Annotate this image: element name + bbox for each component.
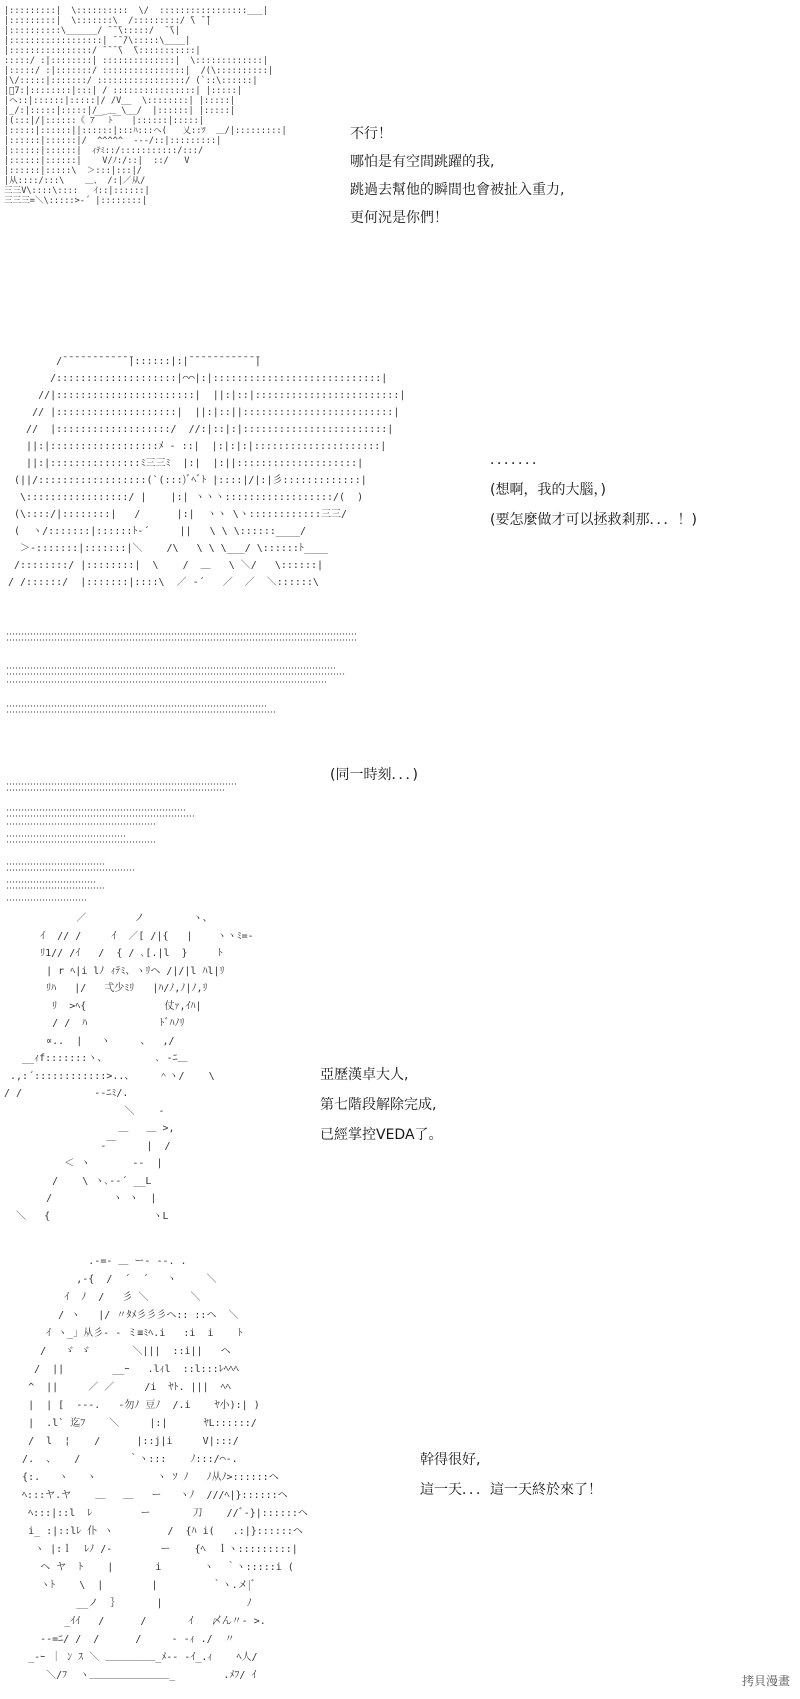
dot-line — [6, 633, 356, 635]
dot-line — [6, 705, 266, 707]
panel-1 — [0, 0, 800, 320]
dialog-line: 哪怕是有空間跳躍的我, — [350, 154, 495, 170]
dialog-block-4 — [320, 1060, 443, 1150]
dot-line — [6, 899, 86, 901]
dot-line — [6, 789, 226, 791]
ascii-art-character-2: /̄ ̄ ̄ ̄ ̄ ̄ ̄ ̄ ̄ ̄ ̄ ̄|::::::|:|̄ ̄ ̄ ̄ ̄ ̄ ̄ ̄ ̄ ̄ ̄ ̄| /::::::::::::::::::::|⌒⌒|:|::::::::::::::::::::::::::::| //|:::::::::::::::::::::::| ||:|::|::::::::::::::::::::::::| // |::::::::::::::::::::| ||:|::||:::::::::::::::::::::::::| // |:::::::::::::::::::/ //:|::|:|::::::::::::::::::::::::| ||:|::::::::::::::::::ﾒ ‐ ::| |:|:|:|:::::::::::::::::::::| ||:|:::::::::::::::ﾐ三三ﾐ |:| |:||::::::::::::::::::::| (||/::::::::::::::::::(`(:::)ﾞﾍﾞﾄ |::::|/|:|彡:::::::::::::| \:::::::::::::::::/ | |:| ヽヽヽ::::::::::::::::::/( ) (\::::/|::::::::| / |:| ヽヽ \ヽ::::::::::::三三/ ( ヽ/:::::::|::::::ﾄ-´ || \ \ \::::::____/ ＞‐:::::::|:::::::|＼ /\ \ \ \___/ \::::::ﾄ____ /::::::::/ |::::::::| \ / ＿ \ ＼/ \::::::| / /::::::/ |:::::::|::::\ ／ ‐´ ／ ／ ＼::::::\ — [8, 356, 406, 588]
watermark: 拷貝漫畫 — [741, 1674, 790, 1688]
dialog-line: (要怎麼做才可以拯救剎那．．．！) — [490, 512, 697, 528]
caption-same-time — [330, 761, 418, 789]
dialog-line: 幹得很好, — [420, 1452, 481, 1468]
dot-line — [6, 835, 126, 837]
dialog-line: 第七階段解除完成, — [320, 1097, 437, 1113]
panel-4 — [0, 910, 800, 1240]
dialog-block-1 — [350, 120, 564, 232]
dialog-line: 這一天．．．這一天終於來了！ — [420, 1482, 602, 1498]
dialog-line: 亞歷漢卓大人, — [320, 1067, 409, 1083]
dialog-line: 更何況是你們！ — [350, 210, 448, 226]
dialog-line: 已經掌控VEDA了。 — [320, 1127, 443, 1143]
dot-line — [6, 783, 236, 785]
dialog-block-2 — [490, 445, 697, 535]
dot-line — [6, 639, 356, 641]
dialog-line: 跳過去幫他的瞬間也會被扯入重力, — [350, 182, 565, 198]
dot-line — [6, 815, 196, 817]
dot-line — [6, 809, 186, 811]
dialog-block-5 — [420, 1445, 602, 1505]
ascii-art-character-5: .-=‐ ＿ ー‐ --. . ,-{ / ´ ´ ヽ ＼ ｲ ﾉ / 彡 ＼ ＼ / ヽ |/ 〃ﾀﾒ彡彡彡ヘ:: ::ヘ ＼ ｲ ヽ_」从彡‐ ‐ ミ≡ﾐﾍ.i :i i ﾄ / ゞ ゞ ＼||| ::i|| ヘ / || __ｰ .lｨl ::l:::ﾚﾍﾍﾍ ^ || ／ ／ /i ﾔﾄ. ||| ﾍﾍ | | [ ‐--. -勿ﾉ 豆ﾉ /.i ﾔ小):| ) | .l` 迄ﾌ ＼ |:| ﾔL::::::/ / l ¦ / |::j|i V|:::/ /. 、 / ｀ヽ::: ﾉ:::/⌒‐. {:. ヽ ヽ ヽ ｿ ﾉ ﾉ从ﾉ>::::::ヘ ﾍ:::ヤ.ヤ ＿ ＿ ー ヽﾉ ///ﾍ|}::::::ヘ ﾍ:::|::l ﾚ ー 刀 //ﾞ-}|::::::ヘ i_ :|::lﾚ 仆 ヽ / {ﾊ i( .:|}::::::ヘ ヽ |:ｌ ﾚﾉ /- ー {ﾍ ｌヽ:::::::::| ヘ ヤ ﾄ | i ヽ ｀ヽ:::::i ( ヽﾄ \ | | ｀ヽ.メ|ﾞ __ノ ｝ | ﾉ _ｲｲ / / ｲ 〆ん〃‐ >. --=ﾆ/ / / / ‐ -ｨ ./ 〃 _-ｰ ｜ ﾝ ｽ ＼ ＿＿＿＿＿_ﾒ-‐ ‐ｲ_.ｨ ﾍ人/ ＼/ﾌ ヽ＿＿＿＿＿＿＿＿_ .ﾒﾌ/ ｲ — [22, 1256, 308, 1681]
dot-line — [6, 863, 106, 865]
ascii-art-character-4: ／ ノ ヽ、 ｲ // / ｲ ／[ /|{ | ヽヽﾐ=- ﾘ1// /ｲ / { / ､[.|l } ﾄ | r ﾍ|i lﾉ ｨﾃﾐ、ヽﾘヘ /|/|l ﾊl|ﾘ ﾘﾊ |/ 弌少ﾐﾘ |ﾊ/ﾉ,ﾉ|ﾉ,ﾘ ﾘ >ﾍ{ 仗ｧ,ｲﾊ| / / ﾊ ﾄﾞﾊﾉﾘ ∝.. | ヽ 、 ,/ __ｨf:::::::ヽ、 ､ -ﾆ＿ .,:´::::::::::::>..、 ＾ヽ/ \ / / ‐-ﾆﾐ/. ＼ ‐ ＿ ＿ >, ‐￣ | / ＜ ヽ ‐- | / \ ヽ､-‐´ __L / ヽ ヽ | ＼ { ヽL — [4, 913, 254, 1222]
dialog-line: 不行！ — [350, 126, 392, 142]
dot-line — [6, 887, 106, 889]
panel-3 — [0, 625, 800, 915]
panel-2 — [0, 345, 800, 615]
ascii-art-character-1: |:::::::::| \:::::::::: \/ :::::::::::::::::___| |:::::::::| \:::::::\ /:::::::::/ ̄\ ̄ ̄| |::::::::::\______/ ̄ ̄ ̄\:::::/ ̄ ̄\| |::::::::::::::::::| ̄ ̄ ̄/\:::::\____| |::::::::::::::::/ ̄ ̄ ̄ ̄\ ̄\:::::::::::| :::::/ :|::::::::| ::::::::::::::| \:::::::::::::| |:::::/ :|:::::::/ ::::::::::::::::| /(\::::::::::| |\/:::::|:::::::/ :::::::::::::::::/ (`::\::::::| |ﾞ7:|::::::::|:::| / ::::::::::::::::| |:::::| |ヘ::|::::::|:::::|/ /V__ \::::::::| |:::::| |_/:|:::::|:::::|/ _＿ \__/ |::::::| |:::::| |(:::|/|::::::《 ｱ￣ ﾄ￣ |::::::|:::::| |:::::|::::::||::::::|:::ﾊ:::ヘ( 乂::ﾂ ＿/|:::::::::| |::::::|::::::|/ ^^^^^ ---/::|:::::::::| |::::::|::::::| ｨﾃﾐ::/:::::::::::/:::/ |::::::|::::::| V/ﾉ:/::| ::/ V |::::::|:::::\ ＞:::|:::|/ |从::::/:::\ ＿、 /:|／从/ 三三V\::::\:::: ｲ::|::::::| 三三三=＼\:::::>-´ |::::::::| — [4, 6, 287, 206]
panel-5 — [0, 1245, 800, 1695]
dot-line — [6, 681, 326, 683]
dot-line — [6, 823, 156, 825]
dot-line — [6, 667, 336, 669]
dot-line — [6, 673, 346, 675]
dot-line — [6, 869, 136, 871]
dialog-line: (同一時刻．．．) — [330, 767, 418, 783]
dot-line — [6, 711, 276, 713]
dot-line — [6, 881, 96, 883]
dialog-line: (想啊，我的大腦，) — [490, 482, 606, 498]
dot-line — [6, 841, 156, 843]
dialog-line: ．．．．．．． — [490, 452, 546, 468]
